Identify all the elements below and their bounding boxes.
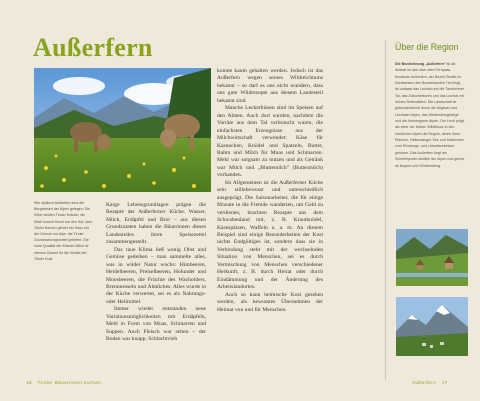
page-number: 17 <box>441 380 448 385</box>
footer-left <box>22 380 101 385</box>
paragraph: Karge Lebensgrundlagen prägen die Rezepte der Außerferner Küche. Wasser, Milch, Erdäpfel und Brot – aus diesen Grundzutaten haben die Bäuerinnen dieses Landesteiles ihren Speisezettel zusammengestellt. <box>106 202 206 246</box>
text-column-1 <box>106 202 206 344</box>
sidebar-title: Über die Region <box>395 42 459 52</box>
paragraph: konnte kaum gehalten werden. Jedoch ist das Außerfern wegen seines Wildreichtums bekannt – so darf es uns nicht wundern, dass uns gute Wildrezepte aus diesem Landesteil bekannt sind. <box>217 68 323 104</box>
cows-meadow-photo <box>34 68 211 192</box>
paragraph: Immer wieder entstanden neue Variationsmöglichkeiten mit Erdäpfeln, Mehl in Form von Muas, Schmarren und Suppen. Auch Fleisch war selten – der Boden war knapp, Schlachtvieh <box>106 306 206 343</box>
footer-right <box>412 380 452 385</box>
sidebar-divider <box>385 40 386 380</box>
text-column-2 <box>217 68 323 314</box>
paragraph: Das raue Klima ließ wenig Obst und Gemüse gedeihen – man sammelte alles, was in wilder Natur wuchs: Himbeeren, Heidelbeeren, Preiselbeeren, Holunder und Moosbeeren, die Früchte des Wacholders, Brennnesseln und Ähnliches. Alles wurde in der Küche verwertet, sei es als Nahrungs- oder Heilmittel. <box>106 246 206 305</box>
page-number: 16 <box>26 380 32 385</box>
paragraph: Auch so kann heimische Kost gesehen werden, als bewusstes Übernehmen der Heimat von und für Menschen. <box>217 291 323 313</box>
sidebar-text <box>395 61 465 169</box>
sidebar-lead: Die Bezeichnung „Außerfern" <box>395 62 446 66</box>
sidebar-body: ist alt. Anstatt ist das nach dem Fernpass benannte Außerfern, der Bezirk Reutte im Nordwesten des Bundeslandes Tirol liegt, ist umfasst das Lechtal und die Tannheimer Tal, das Zwischentoren und das Lechtal mit seinen Seitentälern. Die Landschaft ist gekennzeichnet durch die Allgäuer und Lechtaler Alpen, das Wettersteingebirge und die Ammergauer Alpen. Der Lech prägt als einer der letzten Wildflüsse in den nördlichen Alpen die Region, deren Seen Plansee, Heiterwanger See und Haldensee zum Erholungs- und Urlaubsreichtum gehören. Das Außerfern liegt am Scheitelpunkt nördlich der Alpen und grenzt an Bayern und Württemberg. <box>395 62 465 168</box>
book-title: Tiroler Bäuerinnen kochen <box>37 380 102 385</box>
paragraph: Im Allgemeinen ist die Außerferner Küche sehr stillebewusst und unterschiedlich ausgeprägt. Die Saisonarbeiter, die für einige Monate in die Fremde wanderten, um Geld zu verdienen, brachten Rezepte aus dem Schwabenland mit, z. B. Krautknödel, Käsespätzen, Waffeln u. a. m. An diesem Beispiel sind einige Besonderheiten der Kost nichts Endgültiges ist, sondern dass sie in Verbindung steht mit der wechselnden Situation von Menschen, sei es durch Vermischung von Menschen verschiedener Herkunft, z. B. durch Heirat oder durch Eindämmung und der Änderung des Arbeitslandortes. <box>217 179 323 291</box>
section-label: Außerfern <box>412 380 437 385</box>
paragraph: Manche Leckerbissen sind im Speisen auf den Almen. Auch dort wurden, nachdem die Vorräte aus dem Tal verbraucht waren, die einfachsten Erzeugnisse aus der Milchwirtschaft verwendet: Käse für Kasnocken, Knödel und Spatzeln, Butter, Rahm und Milch für Muas und Schmarren. Mehl war sorgsam zu nutzen und als Getränk war Milch und „Bluttemilch" (Buttermilch) vorhanden. <box>217 105 323 179</box>
snowy-mountain-photo <box>396 297 468 356</box>
page-title: Außerfern <box>33 33 153 62</box>
alpine-valley-photo <box>396 229 468 286</box>
photo-caption: Wie idyllisch Außerfern sind die Bergwiesen der Alpen gelegen: Die Kühe weiden Tiroler Kräuter, die Milch kommt frisch auf den Hof, dem Tiroler Bauern gehört ein Haus mit der Grenze zur Alpe, die Tiroler Grundnahrungsmittel geliefert. Die hohe Qualität der Kräuter-Milch ist ebenso Garant für die Vielfalt der Tiroler Kost. <box>34 201 93 261</box>
